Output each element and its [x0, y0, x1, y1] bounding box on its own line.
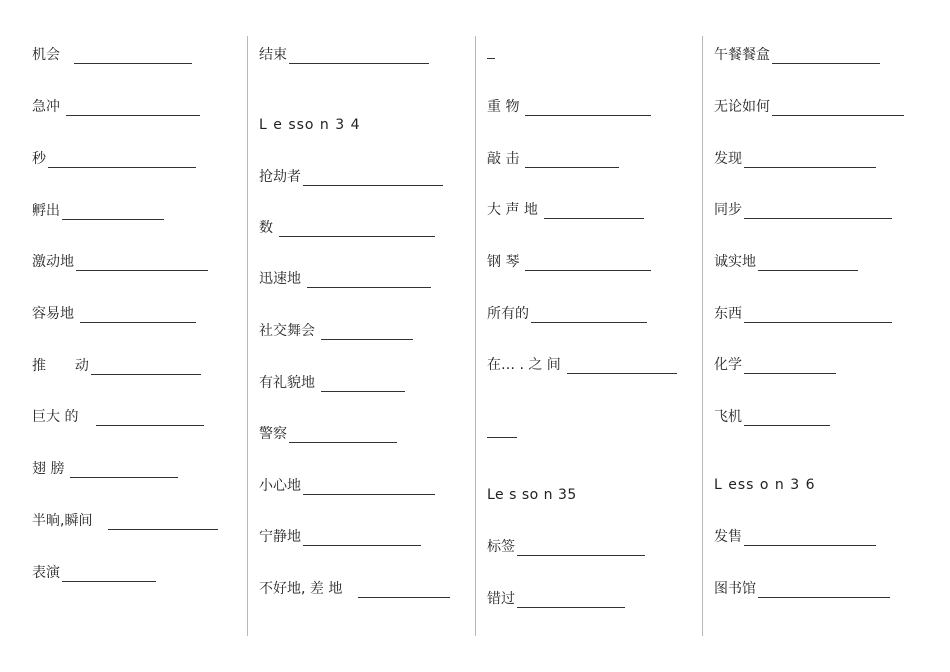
vocab-column-2: [248, 0, 475, 672]
vocab-item: [259, 219, 435, 237]
vocab-label: 图书馆: [714, 581, 756, 597]
vocab-item: [259, 477, 435, 495]
answer-blank[interactable]: [744, 206, 892, 219]
vocab-item: [259, 322, 413, 340]
vocab-label: 大 声 地: [487, 202, 538, 218]
answer-blank[interactable]: [91, 362, 201, 375]
vocab-label: 警察: [259, 426, 287, 442]
vocab-item: [487, 98, 651, 116]
vocab-item: [487, 590, 625, 608]
vocab-label: 同步: [714, 202, 742, 218]
answer-blank[interactable]: [487, 425, 517, 438]
answer-blank[interactable]: [525, 258, 651, 271]
answer-blank[interactable]: [525, 155, 619, 168]
vocab-label: 小心地: [259, 478, 301, 494]
answer-blank[interactable]: [744, 413, 830, 426]
lesson-title: Le s so n 35: [487, 487, 577, 503]
vocab-item: [32, 408, 204, 426]
answer-blank[interactable]: [321, 379, 405, 392]
answer-blank[interactable]: [62, 207, 164, 220]
vocab-item: [714, 356, 836, 374]
vocab-item: [259, 270, 431, 288]
answer-blank[interactable]: [517, 543, 645, 556]
vocab-item: [259, 580, 450, 598]
vocab-item: [487, 356, 677, 374]
answer-blank[interactable]: [289, 430, 397, 443]
vocab-item: [32, 150, 196, 168]
vocab-column-1: [0, 0, 247, 672]
vocab-label: 错过: [487, 591, 515, 607]
vocab-label: 发现: [714, 151, 742, 167]
answer-blank[interactable]: [307, 275, 431, 288]
vocab-label: 激动地: [32, 254, 74, 270]
answer-blank[interactable]: [303, 533, 421, 546]
answer-blank[interactable]: [321, 327, 413, 340]
vocab-column-4: [703, 0, 950, 672]
vocab-label: 迅速地: [259, 271, 301, 287]
vocab-item: [714, 253, 858, 271]
answer-blank[interactable]: [772, 51, 880, 64]
vocab-item: [259, 46, 429, 64]
vocab-item: [487, 305, 647, 323]
vocab-label: 容易地: [32, 306, 74, 322]
answer-blank[interactable]: [772, 103, 904, 116]
vocab-label: 孵出: [32, 203, 60, 219]
answer-blank[interactable]: [758, 258, 858, 271]
vocab-label: 表演: [32, 565, 60, 581]
vocab-label: 社交舞会: [259, 323, 315, 339]
vocab-item: [32, 512, 218, 530]
vocab-label: 所有的: [487, 306, 529, 322]
answer-blank[interactable]: [531, 310, 647, 323]
answer-blank[interactable]: [76, 258, 208, 271]
answer-blank[interactable]: [744, 533, 876, 546]
vocab-label: 有礼貌地: [259, 375, 315, 391]
answer-blank[interactable]: [70, 465, 178, 478]
vocab-item: [32, 253, 208, 271]
vocab-item: [32, 460, 178, 478]
answer-blank[interactable]: [517, 595, 625, 608]
vocab-item: [32, 564, 156, 582]
answer-blank[interactable]: [744, 310, 892, 323]
answer-blank[interactable]: [66, 103, 200, 116]
answer-blank[interactable]: [279, 224, 435, 237]
answer-blank[interactable]: [303, 173, 443, 186]
answer-blank[interactable]: [303, 482, 435, 495]
vocab-label: 化学: [714, 357, 742, 373]
vocab-item: [32, 202, 164, 220]
vocab-item: [714, 408, 830, 426]
vocab-item: [714, 580, 890, 598]
answer-blank[interactable]: [744, 361, 836, 374]
vocab-item: [714, 528, 876, 546]
vocab-item: [32, 357, 201, 375]
vocab-label: 半晌,瞬间: [32, 513, 93, 529]
lesson-title: L ess o n 3 6: [714, 477, 816, 493]
vocab-label: 午餐餐盒: [714, 47, 770, 63]
answer-blank[interactable]: [744, 155, 876, 168]
vocab-label: 钢 琴: [487, 254, 520, 270]
vocab-label: 重 物: [487, 99, 520, 115]
answer-blank[interactable]: [567, 361, 677, 374]
vocab-label: 宁静地: [259, 529, 301, 545]
vocab-item: [487, 150, 619, 168]
vocab-item: [32, 46, 192, 64]
answer-blank[interactable]: [487, 46, 495, 59]
lesson-heading: [714, 476, 816, 494]
vocab-item: [714, 305, 892, 323]
vocab-column-3: [476, 0, 702, 672]
vocab-label: 诚实地: [714, 254, 756, 270]
vocab-item: [259, 168, 443, 186]
vocab-item: [714, 201, 892, 219]
answer-blank[interactable]: [525, 103, 651, 116]
vocab-label: 翅 膀: [32, 461, 65, 477]
vocab-item: [714, 46, 880, 64]
vocab-item: [487, 425, 517, 438]
answer-blank[interactable]: [108, 517, 218, 530]
vocab-label: 秒: [32, 151, 46, 167]
vocab-label: 东西: [714, 306, 742, 322]
vocab-label: 无论如何: [714, 99, 770, 115]
answer-blank[interactable]: [74, 51, 192, 64]
vocab-label: 飞机: [714, 409, 742, 425]
vocab-label: 推 动: [32, 358, 89, 374]
answer-blank[interactable]: [96, 413, 204, 426]
vocab-label: 发售: [714, 529, 742, 545]
vocab-label: 抢劫者: [259, 169, 301, 185]
vocab-item: [32, 98, 200, 116]
vocab-item: [714, 98, 904, 116]
answer-blank[interactable]: [358, 585, 450, 598]
vocab-label: 机会: [32, 47, 60, 63]
lesson-heading: [259, 116, 361, 134]
lesson-heading: [487, 486, 577, 504]
vocab-label: 巨大 的: [32, 409, 79, 425]
vocab-label: 急冲: [32, 99, 60, 115]
answer-blank[interactable]: [758, 585, 890, 598]
vocab-item: [487, 201, 644, 219]
vocab-label: 在… . 之 间: [487, 357, 561, 373]
vocab-item: [487, 538, 645, 556]
vocab-item: [259, 528, 421, 546]
answer-blank[interactable]: [62, 569, 156, 582]
answer-blank[interactable]: [48, 155, 196, 168]
answer-blank[interactable]: [80, 310, 196, 323]
answer-blank[interactable]: [544, 206, 644, 219]
answer-blank[interactable]: [289, 51, 429, 64]
lesson-title: L e sso n 3 4: [259, 117, 361, 133]
vocab-label: 结束: [259, 47, 287, 63]
vocab-item: [32, 305, 196, 323]
vocab-item: [714, 150, 876, 168]
vocab-item: [487, 46, 495, 59]
vocab-label: 不好地, 差 地: [259, 581, 343, 597]
vocab-item: [259, 425, 397, 443]
vocab-label: 数: [259, 220, 273, 236]
vocab-label: 敲 击: [487, 151, 520, 167]
vocab-label: 标签: [487, 539, 515, 555]
vocab-item: [259, 374, 405, 392]
vocab-item: [487, 253, 651, 271]
